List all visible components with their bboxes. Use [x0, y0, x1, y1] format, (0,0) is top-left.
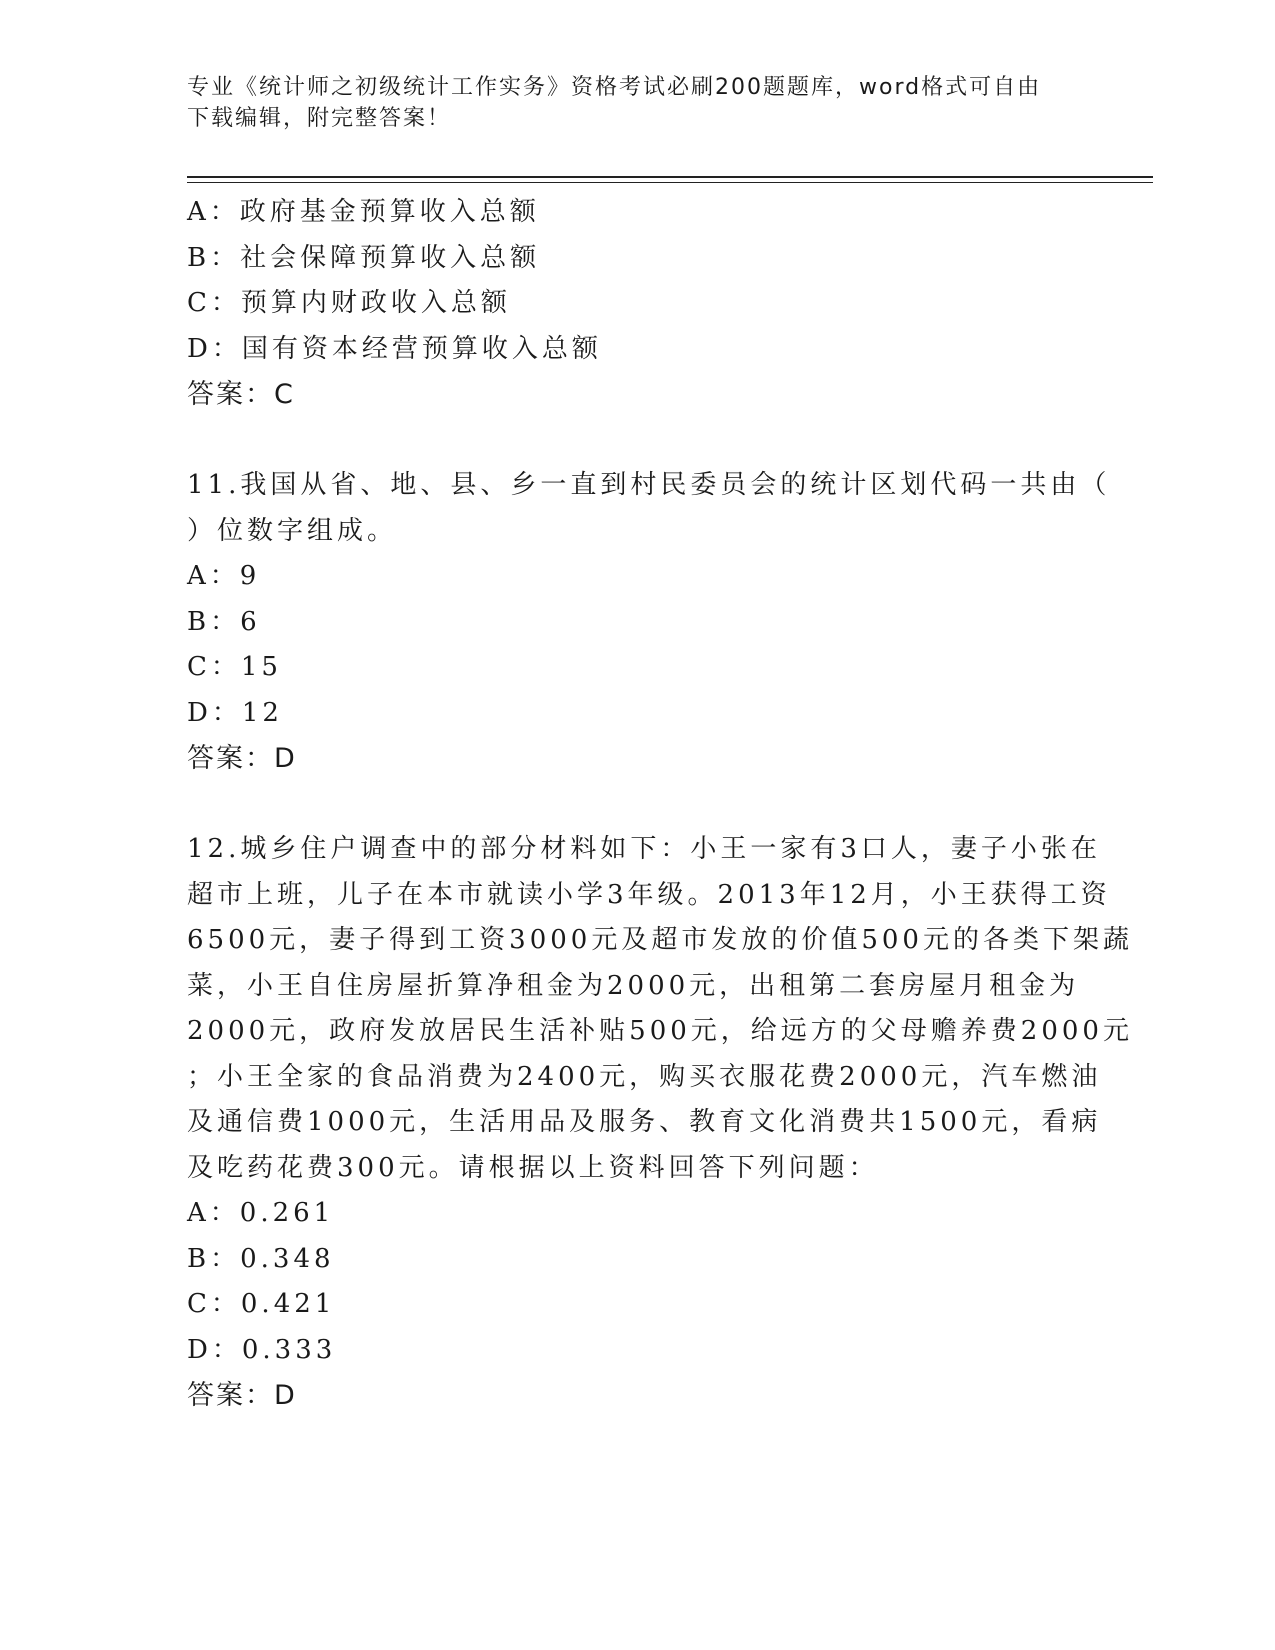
question-stem-line: 2000元，政府发放居民生活补贴500元，给远方的父母赡养费2000元	[187, 1016, 1133, 1046]
answer-line: 答案：D	[187, 743, 297, 774]
option-b: B：6	[187, 606, 261, 637]
option-b: B：0.348	[187, 1243, 335, 1274]
answer-line: 答案：C	[187, 379, 295, 410]
question-stem-line: 6500元，妻子得到工资3000元及超市发放的价值500元的各类下架蔬	[187, 925, 1133, 955]
question-10-block	[187, 190, 1087, 418]
option-d: D：0.333	[187, 1334, 337, 1365]
option-c: C：0.421	[187, 1289, 336, 1319]
option-c: C：15	[187, 652, 282, 682]
question-stem-line: 超市上班，儿子在本市就读小学3年级。2013年12月，小王获得工资	[187, 879, 1111, 910]
question-12-block	[187, 827, 1133, 1419]
document-body	[187, 190, 1133, 1419]
header-line-1: 专业《统计师之初级统计工作实务》资格考试必刷200题题库，word格式可自由	[187, 75, 1042, 100]
spacer	[187, 418, 1087, 464]
header-divider-thick	[187, 176, 1153, 178]
question-stem-line: ）位数字组成。	[187, 515, 398, 546]
question-stem-line: 及通信费1000元，生活用品及服务、教育文化消费共1500元，看病	[187, 1107, 1102, 1137]
option-d: D：国有资本经营预算收入总额	[187, 333, 602, 364]
header-divider-thin	[187, 182, 1153, 183]
document-header	[187, 72, 1087, 134]
option-a: A：9	[187, 561, 261, 591]
option-c: C：预算内财政收入总额	[187, 288, 511, 318]
spacer	[187, 782, 1087, 828]
question-stem-line: ；小王全家的食品消费为2400元，购买衣服花费2000元，汽车燃油	[187, 1061, 1102, 1092]
question-stem-line: 12.城乡住户调查中的部分材料如下：小王一家有3口人，妻子小张在	[187, 834, 1101, 864]
answer-line: 答案：D	[187, 1380, 297, 1411]
question-stem-line: 及吃药花费300元。请根据以上资料回答下列问题：	[187, 1152, 879, 1183]
header-line-2: 下载编辑，附完整答案！	[187, 106, 452, 131]
option-a: A：0.261	[187, 1198, 335, 1228]
question-11-block	[187, 463, 1111, 782]
option-b: B：社会保障预算收入总额	[187, 242, 541, 273]
question-stem-line: 菜，小王自住房屋折算净租金为2000元，出租第二套房屋月租金为	[187, 970, 1080, 1001]
option-d: D：12	[187, 697, 283, 728]
option-a: A：政府基金预算收入总额	[187, 197, 540, 227]
question-stem-line: 11.我国从省、地、县、乡一直到村民委员会的统计区划代码一共由（	[187, 470, 1111, 500]
